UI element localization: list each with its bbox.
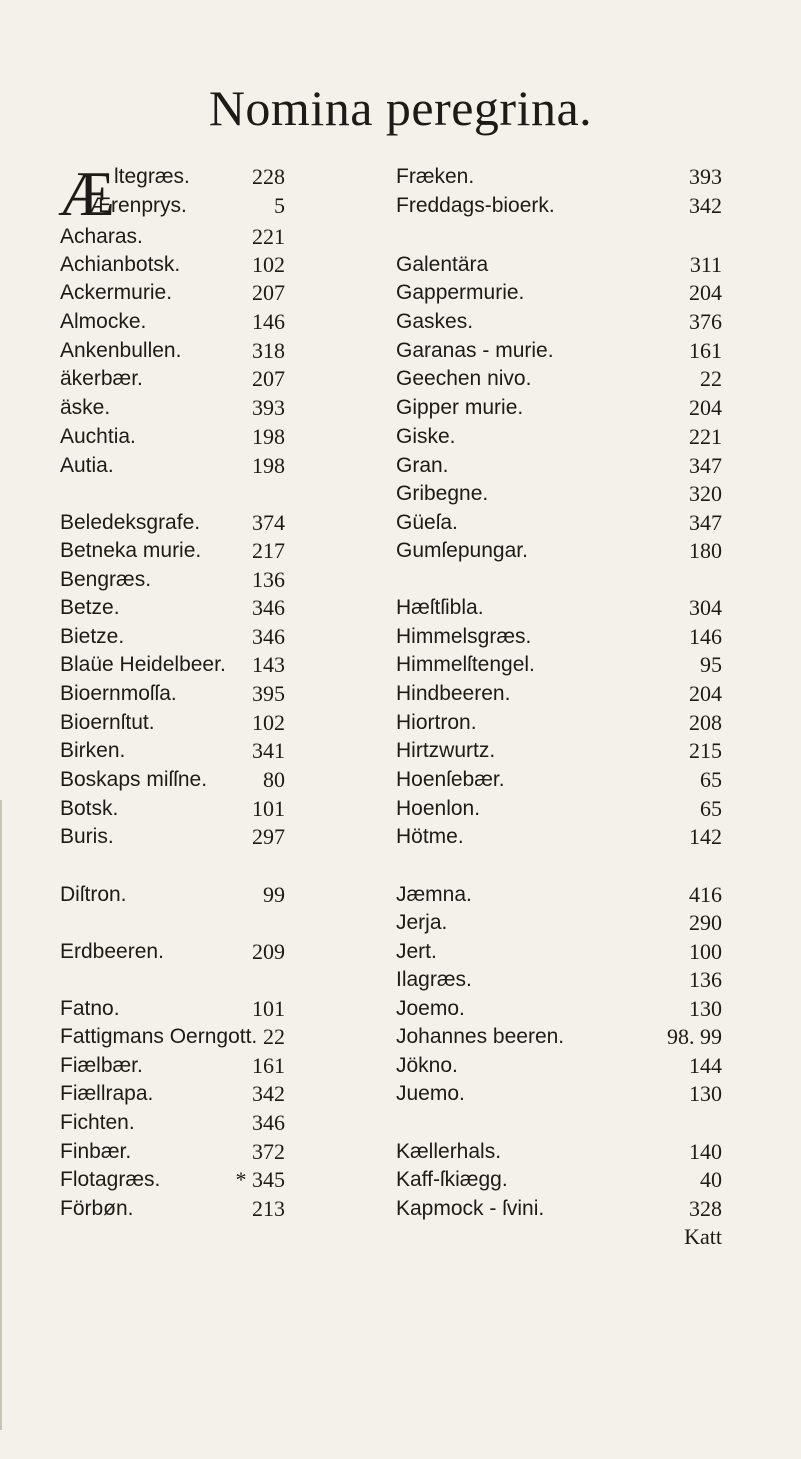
entry-name: Jæmna. xyxy=(396,883,472,906)
entry-page-number: 318 xyxy=(252,338,285,363)
entry-name: Hæſtſibla. xyxy=(396,596,484,619)
entry-name: äske. xyxy=(60,396,111,419)
entry-name: Ilagræs. xyxy=(396,968,472,991)
entry-page-number: 100 xyxy=(689,939,722,964)
entry-page-number: 136 xyxy=(252,567,285,592)
entry-name: Betneka murie. xyxy=(60,539,202,562)
entry-name: Autia. xyxy=(60,454,114,477)
entry-name: Boskaps miſſne. xyxy=(60,768,208,791)
entry-name: Hindbeeren. xyxy=(396,682,511,705)
entry-page-number: 228 xyxy=(252,164,285,189)
entry-page-number: 304 xyxy=(689,595,722,620)
entry-name: Joemo. xyxy=(396,997,465,1020)
entry-name: Ackermurie. xyxy=(60,281,173,304)
entry-page-number: 99 xyxy=(263,882,285,907)
entry-name: Erdbeeren. xyxy=(60,940,164,963)
entry-name: Fattigmans Oerngott. xyxy=(60,1025,258,1048)
entry-page-number: 221 xyxy=(252,224,285,249)
drop-cap: Æ xyxy=(58,158,115,229)
entry-page-number: 213 xyxy=(252,1196,285,1221)
entry-page-number: 22 xyxy=(263,1024,285,1049)
entry-page-number: 5 xyxy=(274,193,285,218)
entry-name: Bietze. xyxy=(60,625,125,648)
entry-name: Kællerhals. xyxy=(396,1140,502,1163)
entry-page-number: 346 xyxy=(252,595,285,620)
entry-page-number: 347 xyxy=(689,453,722,478)
entry-name: Auchtia. xyxy=(60,425,136,448)
entry-name: Fatno. xyxy=(60,997,120,1020)
entry-name: Acharas. xyxy=(60,225,143,248)
entry-page-number: 208 xyxy=(689,710,722,735)
entry-name: Freddags-bioerk. xyxy=(396,194,555,217)
entry-name: Botsk. xyxy=(60,797,119,820)
entry-name: Hirtzwurtz. xyxy=(396,739,496,762)
entry-page-number: 376 xyxy=(689,309,722,334)
entry-name: Geechen nivo. xyxy=(396,367,532,390)
entry-page-number: 209 xyxy=(252,939,285,964)
entry-name: Gipper murie. xyxy=(396,396,524,419)
entry-page-number: 320 xyxy=(689,481,722,506)
page-edge-line xyxy=(0,800,2,1430)
entry-page-number: 416 xyxy=(689,882,722,907)
entry-page-number: 65 xyxy=(700,767,722,792)
entry-page-number: 140 xyxy=(689,1139,722,1164)
entry-page-number: 347 xyxy=(689,510,722,535)
entry-page-number: 161 xyxy=(689,338,722,363)
entry-page-number: 142 xyxy=(689,824,722,849)
entry-name: Birken. xyxy=(60,739,126,762)
entry-name: Himmelſtengel. xyxy=(396,653,535,676)
entry-name: Förbøn. xyxy=(60,1197,134,1220)
entry-page-number: 204 xyxy=(689,280,722,305)
entry-page-number: 65 xyxy=(700,796,722,821)
entry-page-number: 180 xyxy=(689,538,722,563)
entry-page-number: 102 xyxy=(252,710,285,735)
entry-page-number: 101 xyxy=(252,996,285,1021)
entry-name: Blaüe Heidelbeer. xyxy=(60,653,226,676)
entry-page-number: 143 xyxy=(252,652,285,677)
entry-page-number: 217 xyxy=(252,538,285,563)
entry-name: Gaskes. xyxy=(396,310,474,333)
entry-name: Jerja. xyxy=(396,911,448,934)
entry-name: Güeſa. xyxy=(396,511,458,534)
entry-name: Gappermurie. xyxy=(396,281,525,304)
entry-name: Hiortron. xyxy=(396,711,477,734)
entry-name: Gribegne. xyxy=(396,482,489,505)
entry-page-number: 95 xyxy=(700,652,722,677)
entry-page-number: 144 xyxy=(689,1053,722,1078)
entry-page-number: 136 xyxy=(689,967,722,992)
entry-name: Ærenprys. xyxy=(90,194,187,217)
entry-page-number: 40 xyxy=(700,1167,722,1192)
entry-page-number: 80 xyxy=(263,767,285,792)
entry-page-number: 342 xyxy=(252,1081,285,1106)
entry-name: Hötme. xyxy=(396,825,464,848)
entry-name: ltegræs. xyxy=(114,165,190,188)
entry-page-number: 393 xyxy=(689,164,722,189)
entry-name: Kaff-ſkiægg. xyxy=(396,1168,508,1191)
entry-name: Betze. xyxy=(60,596,120,619)
entry-name: Jökno. xyxy=(396,1054,458,1077)
entry-name: Juemo. xyxy=(396,1082,465,1105)
entry-page-number: 198 xyxy=(252,453,285,478)
entry-page-number: 146 xyxy=(689,624,722,649)
entry-name: Bioernmoſſa. xyxy=(60,682,177,705)
entry-page-number: 198 xyxy=(252,424,285,449)
entry-page-number: 342 xyxy=(689,193,722,218)
entry-page-number: 98. 99 xyxy=(667,1024,722,1049)
entry-page-number: 130 xyxy=(689,996,722,1021)
entry-name: Fichten. xyxy=(60,1111,135,1134)
entry-name: äkerbær. xyxy=(60,367,143,390)
entry-name: Jert. xyxy=(396,940,437,963)
entry-name: Beledeksgrafe. xyxy=(60,511,201,534)
entry-name: Almocke. xyxy=(60,310,147,333)
entry-page-number: 101 xyxy=(252,796,285,821)
entry-page-number: 130 xyxy=(689,1081,722,1106)
entry-page-number: 374 xyxy=(252,510,285,535)
entry-name: Galentära xyxy=(396,253,489,276)
entry-name: Gran. xyxy=(396,454,449,477)
page-title: Nomina peregrina. xyxy=(208,80,593,136)
entry-name: Achianbotsk. xyxy=(60,253,181,276)
entry-page-number: 341 xyxy=(252,738,285,763)
entry-name: Buris. xyxy=(60,825,114,848)
entry-page-number: 207 xyxy=(252,366,285,391)
entry-name: Diſtron. xyxy=(60,883,127,906)
entry-name: Bengræs. xyxy=(60,568,152,591)
entry-page-number: 22 xyxy=(700,366,722,391)
entry-page-number: 215 xyxy=(689,738,722,763)
entry-name: Fiællrapa. xyxy=(60,1082,154,1105)
entry-name: Bioernſtut. xyxy=(60,711,155,734)
entry-name: Hoenlon. xyxy=(396,797,481,820)
entry-page-number: 372 xyxy=(252,1139,285,1164)
entry-name: Ankenbullen. xyxy=(60,339,182,362)
entry-page-number: 395 xyxy=(252,681,285,706)
entry-page-number: 346 xyxy=(252,1110,285,1135)
entry-page-number: 204 xyxy=(689,681,722,706)
entry-name: Fiælbær. xyxy=(60,1054,143,1077)
entry-page-number: 311 xyxy=(689,252,722,277)
entry-name: Garanas - murie. xyxy=(396,339,554,362)
entry-name: Himmelsgræs. xyxy=(396,625,532,648)
entry-name: Hoenſebær. xyxy=(396,768,505,791)
entry-page-number: 328 xyxy=(689,1196,722,1221)
entry-page-number: Katt xyxy=(684,1224,722,1249)
entry-page-number: 393 xyxy=(252,395,285,420)
entry-page-number: * 345 xyxy=(235,1167,285,1192)
entry-page-number: 204 xyxy=(689,395,722,420)
entry-name: Johannes beeren. xyxy=(396,1025,565,1048)
entry-name: Fræken. xyxy=(396,165,475,188)
entry-name: Finbær. xyxy=(60,1140,132,1163)
entry-page-number: 221 xyxy=(689,424,722,449)
entry-page-number: 146 xyxy=(252,309,285,334)
entry-name: Flotagræs. xyxy=(60,1168,161,1191)
entry-page-number: 346 xyxy=(252,624,285,649)
entry-page-number: 161 xyxy=(252,1053,285,1078)
entry-name: Giske. xyxy=(396,425,456,448)
entry-name: Kapmock - ſvini. xyxy=(396,1197,545,1220)
entry-page-number: 297 xyxy=(252,824,285,849)
entry-page-number: 290 xyxy=(689,910,722,935)
entry-page-number: 207 xyxy=(252,280,285,305)
entry-page-number: 102 xyxy=(252,252,285,277)
entry-name: Gumſepungar. xyxy=(396,539,528,562)
